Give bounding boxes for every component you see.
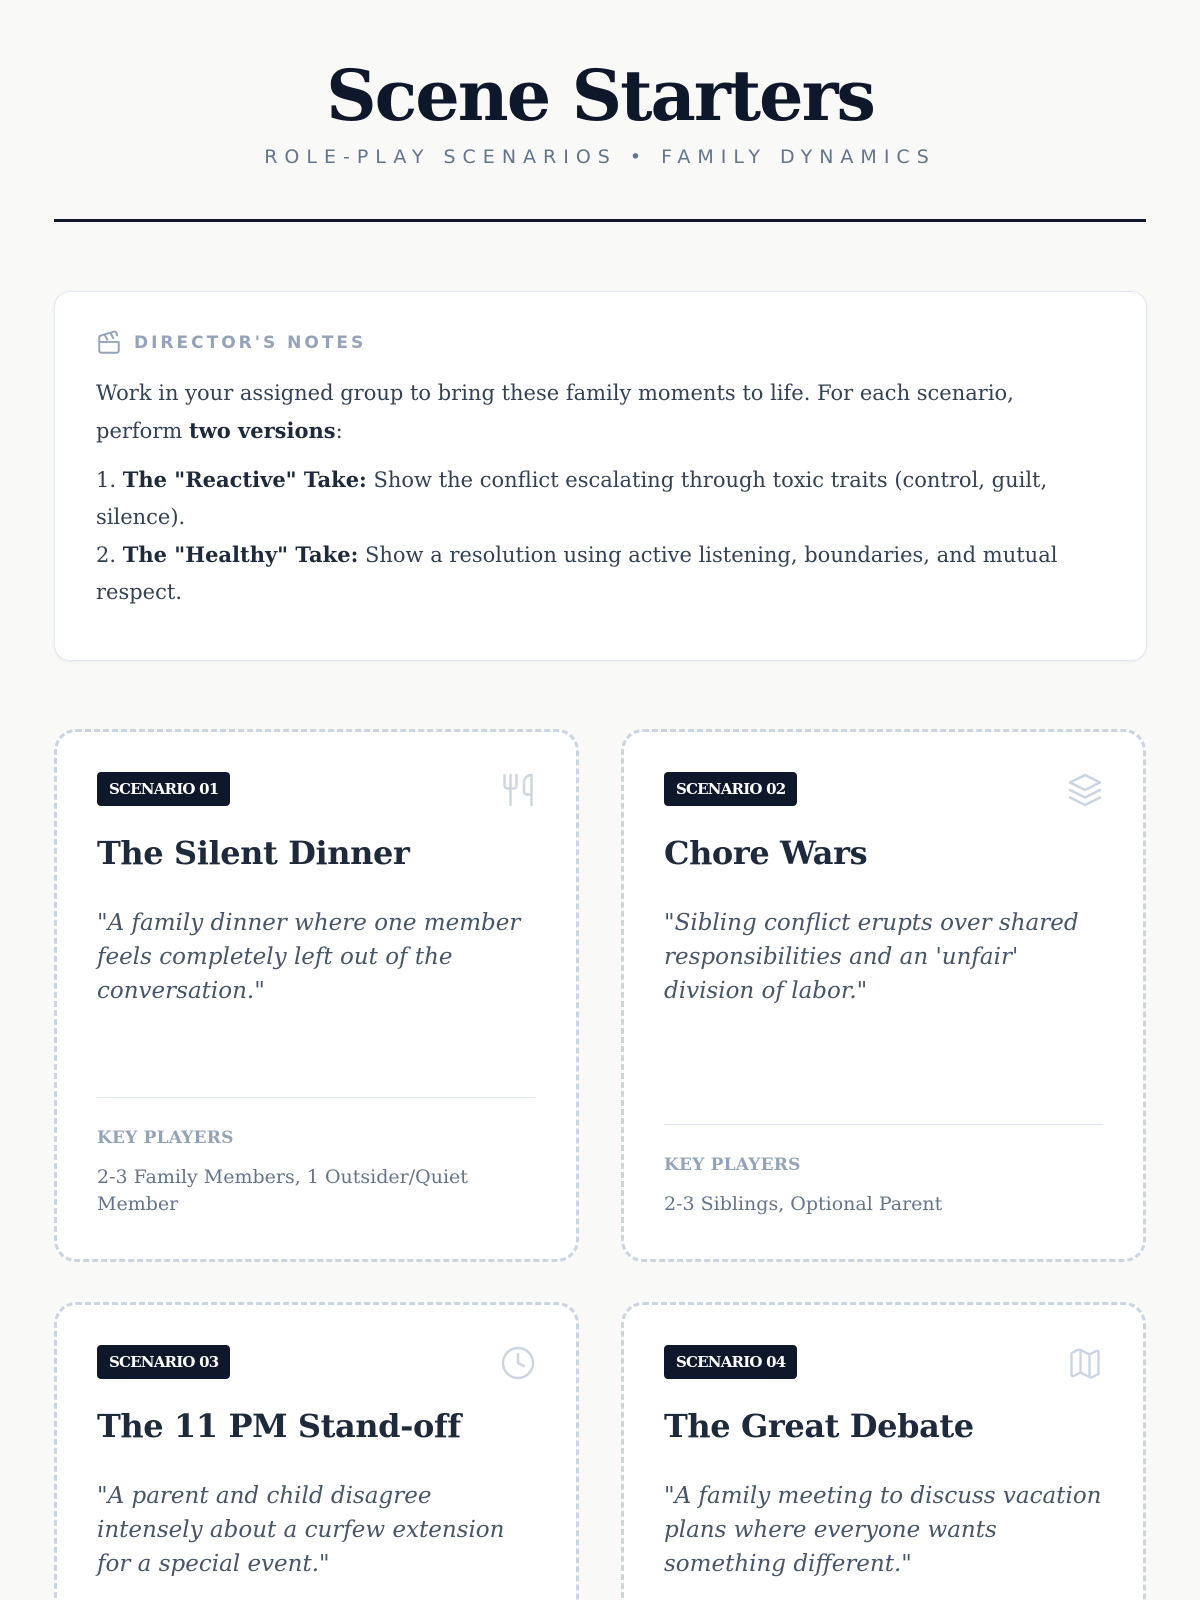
scenario-card [54,1302,579,1600]
key-players-value: 2-3 Family Members, 1 Outsider/Quiet Member [97,1166,468,1215]
scenario-description: "A family meeting to discuss vacation plans where everyone wants something different." [664,1483,1102,1577]
page-subtitle: ROLE-PLAY SCENARIOS • FAMILY DYNAMICS [264,145,936,168]
scenario-badge: SCENARIO 04 [664,1345,797,1379]
key-players-label: KEY PLAYERS [97,1128,234,1148]
scenario-badge: SCENARIO 01 [97,772,230,806]
layers-icon [1067,772,1103,808]
divider [97,1097,536,1098]
scenario-badge: SCENARIO 03 [97,1345,230,1379]
scenario-description: "Sibling conflict erupts over shared responsibilities and an 'unfair' division of labor." [664,910,1079,1004]
scenario-title: The Great Debate [664,1407,974,1445]
scenario-card [621,729,1146,1262]
notes-item-title: The "Healthy" Take: [122,542,359,567]
scenario-card [621,1302,1146,1600]
divider [664,1124,1103,1125]
key-players-section [664,1124,1103,1218]
key-players-value: 2-3 Siblings, Optional Parent [664,1193,943,1215]
notes-intro: Work in your assigned group to bring these family moments to life. For each scenario, perform two versions: [96,381,1014,443]
key-players-label: KEY PLAYERS [664,1155,801,1175]
clock-icon [500,1345,536,1381]
scenario-description: "A family dinner where one member feels completely left out of the conversation." [97,910,521,1004]
notes-label: DIRECTOR'S NOTES [134,333,367,353]
scenario-badge: SCENARIO 02 [664,772,797,806]
notes-body [96,374,1106,611]
map-icon [1067,1345,1103,1381]
scenario-title: The 11 PM Stand-off [97,1407,461,1445]
utensils-icon [500,772,536,808]
page-title: Scene Starters [326,54,874,137]
page-header [0,0,1200,168]
scenario-title: Chore Wars [664,834,868,872]
notes-item: 2. The "Healthy" Take: Show a resolution using active listening, boundaries, and mutual respect. [96,542,1058,604]
notes-list [96,461,1106,611]
notes-item-title: The "Reactive" Take: [122,467,367,492]
notes-header [96,330,1106,356]
scenario-title: The Silent Dinner [97,834,410,872]
scenario-description: "A parent and child disagree intensely about a curfew extension for a special event." [97,1483,505,1577]
header-divider [54,219,1146,222]
directors-notes-panel [54,291,1147,661]
notes-item: 1. The "Reactive" Take: Show the conflict escalating through toxic traits (control, guilt, silence). [96,467,1048,529]
key-players-section [97,1097,536,1218]
clapperboard-icon [96,330,122,356]
notes-intro-emphasis: two versions [188,418,336,443]
scenario-card [54,729,579,1262]
